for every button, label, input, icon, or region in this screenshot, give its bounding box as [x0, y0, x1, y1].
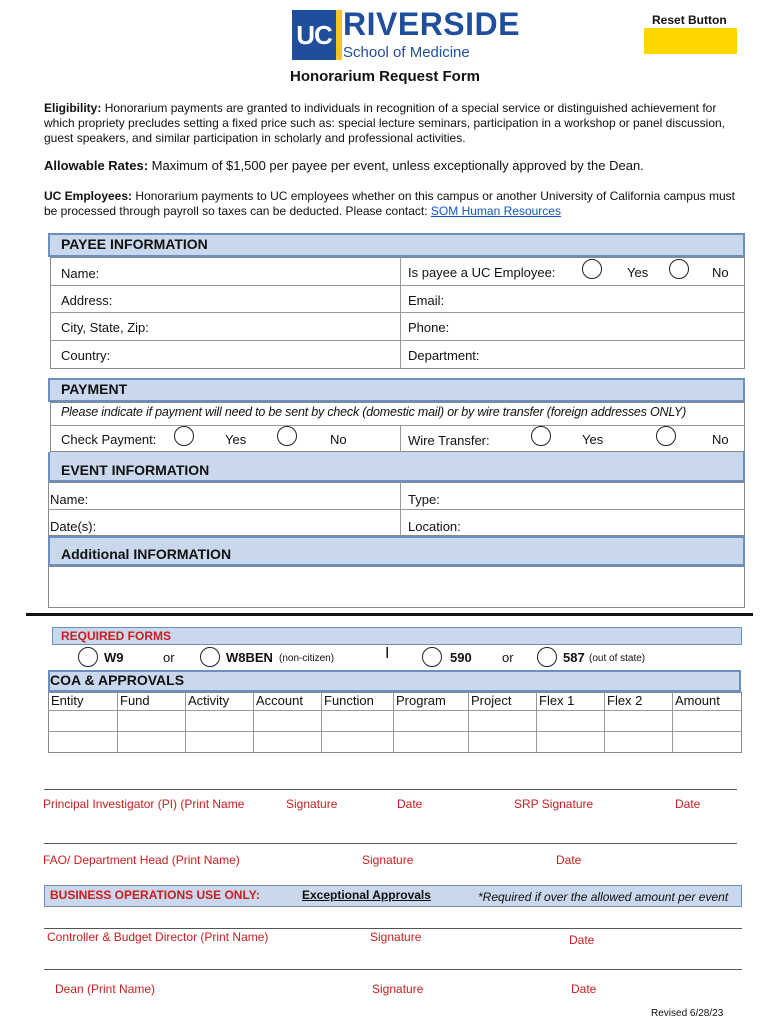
event-name-label: Name: — [50, 492, 89, 507]
wire-yes-label: Yes — [582, 432, 604, 447]
coa-col-activity: Activity — [188, 693, 230, 708]
rates-paragraph — [44, 158, 744, 173]
coa-col-fund: Fund — [120, 693, 150, 708]
employee-yes-label: Yes — [627, 265, 649, 280]
event-location-label: Location: — [408, 519, 461, 534]
col-divider — [468, 692, 469, 753]
payment-heading: PAYMENT — [61, 381, 128, 397]
form-587-radio[interactable] — [537, 647, 557, 667]
w9-radio[interactable] — [78, 647, 98, 667]
controller-print-name-label: Controller & Budget Director (Print Name) — [47, 930, 269, 944]
section-divider — [26, 613, 753, 616]
reset-button[interactable] — [644, 28, 737, 54]
event-dates-label: Date(s): — [50, 519, 97, 534]
form-590-radio[interactable] — [422, 647, 442, 667]
fao-signature-line[interactable] — [44, 843, 737, 844]
form-590-label: 590 — [450, 650, 472, 665]
w8ben-radio[interactable] — [200, 647, 220, 667]
row-divider — [50, 312, 745, 313]
employees-paragraph — [44, 189, 744, 219]
employees-label: UC Employees: — [44, 189, 133, 203]
col-divider — [117, 692, 118, 753]
payee-heading: PAYEE INFORMATION — [61, 236, 208, 252]
fao-print-name-label: FAO/ Department Head (Print Name) — [43, 853, 240, 867]
fao-signature-label: Signature — [362, 853, 414, 867]
pi-print-name-label: Principal Investigator (PI) (Print Name — [43, 797, 245, 811]
fao-date-label: Date — [556, 853, 582, 867]
coa-col-flex1: Flex 1 — [539, 693, 575, 708]
dean-signature-label: Signature — [372, 982, 424, 996]
check-yes-label: Yes — [225, 432, 247, 447]
col-divider — [400, 425, 401, 452]
phone-label: Phone: — [408, 320, 450, 335]
dean-print-name-label: Dean (Print Name) — [55, 982, 156, 996]
eligibility-label: Eligibility: — [44, 101, 102, 115]
revised-date: Revised 6/28/23 — [651, 1008, 724, 1019]
or-label-2: or — [502, 650, 514, 665]
business-operations-label: BUSINESS OPERATIONS USE ONLY: — [50, 888, 260, 902]
som-hr-link[interactable]: SOM Human Resources — [430, 204, 561, 218]
col-divider — [321, 692, 322, 753]
wire-no-radio[interactable] — [656, 426, 676, 446]
form-587-note: (out of state) — [589, 653, 646, 664]
coa-heading: COA & APPROVALS — [50, 672, 185, 688]
uc-logo-mark: UC — [292, 10, 336, 60]
or-label: or — [163, 650, 175, 665]
eligibility-paragraph — [44, 101, 744, 146]
srp-signature-label: SRP Signature — [514, 797, 594, 811]
check-no-label: No — [330, 432, 347, 447]
row-divider — [50, 340, 745, 341]
col-divider — [400, 257, 401, 369]
rates-text: Maximum of $1,500 per payee per event, unless exceptionally approved by the Dean. — [151, 158, 644, 173]
coa-col-program: Program — [396, 693, 446, 708]
controller-date-label: Date — [569, 933, 595, 947]
row-divider — [48, 731, 742, 732]
employees-text: Honorarium payments to UC employees whether on this campus or another University of California campus must be processed through payroll so taxes can be deducted. Please contact: — [44, 189, 735, 218]
employee-no-label: No — [712, 265, 729, 280]
check-yes-radio[interactable] — [174, 426, 194, 446]
w8ben-note: (non-citizen) — [279, 653, 335, 664]
department-label: Department: — [408, 348, 480, 363]
eligibility-text: Honorarium payments are granted to individuals in recognition of a special service or distinguished achievement for which propriety precludes setting a fixed price such as: special lecture seminars, participation in a workshop or panel discussion, guest speakers, and similar participation in scholarly and professional activities. — [44, 101, 726, 145]
uc-employee-label: Is payee a UC Employee: — [408, 265, 556, 280]
row-divider — [50, 285, 745, 286]
pi-signature-label: Signature — [286, 797, 338, 811]
rates-label: Allowable Rates: — [44, 158, 149, 173]
address-label: Address: — [61, 293, 113, 308]
payment-instructions: Please indicate if payment will need to be sent by check (domestic mail) or by wire transfer (foreign addresses ONLY) — [61, 405, 687, 419]
check-no-radio[interactable] — [277, 426, 297, 446]
coa-col-flex2: Flex 2 — [607, 693, 643, 708]
wire-transfer-label: Wire Transfer: — [408, 433, 490, 448]
email-label: Email: — [408, 293, 445, 308]
col-divider — [185, 692, 186, 753]
additional-heading: Additional INFORMATION — [61, 546, 232, 562]
pi-date-label: Date — [397, 797, 423, 811]
dean-date-label: Date — [571, 982, 597, 996]
payee-name-label: Name: — [61, 266, 100, 281]
payment-section-header — [48, 378, 745, 402]
row-divider — [48, 710, 742, 711]
row-divider — [48, 509, 745, 510]
logo-school-of-medicine: School of Medicine — [343, 44, 470, 61]
controller-signature-line[interactable] — [44, 928, 742, 929]
employee-yes-radio[interactable] — [582, 259, 602, 279]
event-type-label: Type: — [408, 492, 440, 507]
page-title: Honorarium Request Form — [289, 68, 481, 85]
forms-divider: I — [385, 645, 390, 662]
pi-signature-line[interactable] — [44, 789, 737, 790]
coa-col-account: Account — [256, 693, 303, 708]
exceptional-approvals-label: Exceptional Approvals — [302, 888, 431, 902]
reset-label: Reset Button — [652, 13, 727, 27]
logo-riverside: RIVERSIDE — [343, 6, 520, 42]
col-divider — [253, 692, 254, 753]
city-label: City, State, Zip: — [61, 320, 149, 335]
coa-col-function: Function — [324, 693, 374, 708]
country-label: Country: — [61, 348, 111, 363]
event-heading: EVENT INFORMATION — [61, 462, 210, 478]
col-divider — [400, 482, 401, 536]
srp-date-label: Date — [675, 797, 701, 811]
w9-label: W9 — [104, 650, 124, 665]
additional-info-field[interactable] — [48, 566, 745, 608]
form-587-label: 587 — [563, 650, 585, 665]
row-divider — [50, 425, 745, 426]
dean-signature-line[interactable] — [44, 969, 742, 970]
w8ben-label: W8BEN — [226, 650, 273, 665]
employee-no-radio[interactable] — [669, 259, 689, 279]
col-divider — [672, 692, 673, 753]
controller-signature-label: Signature — [370, 930, 422, 944]
wire-yes-radio[interactable] — [531, 426, 551, 446]
wire-no-label: No — [712, 432, 729, 447]
col-divider — [536, 692, 537, 753]
required-note: *Required if over the allowed amount per event — [478, 890, 729, 904]
coa-col-entity: Entity — [51, 693, 84, 708]
check-payment-label: Check Payment: — [61, 432, 157, 447]
col-divider — [393, 692, 394, 753]
col-divider — [604, 692, 605, 753]
required-forms-heading: REQUIRED FORMS — [61, 629, 172, 643]
coa-col-amount: Amount — [675, 693, 720, 708]
coa-col-project: Project — [471, 693, 512, 708]
